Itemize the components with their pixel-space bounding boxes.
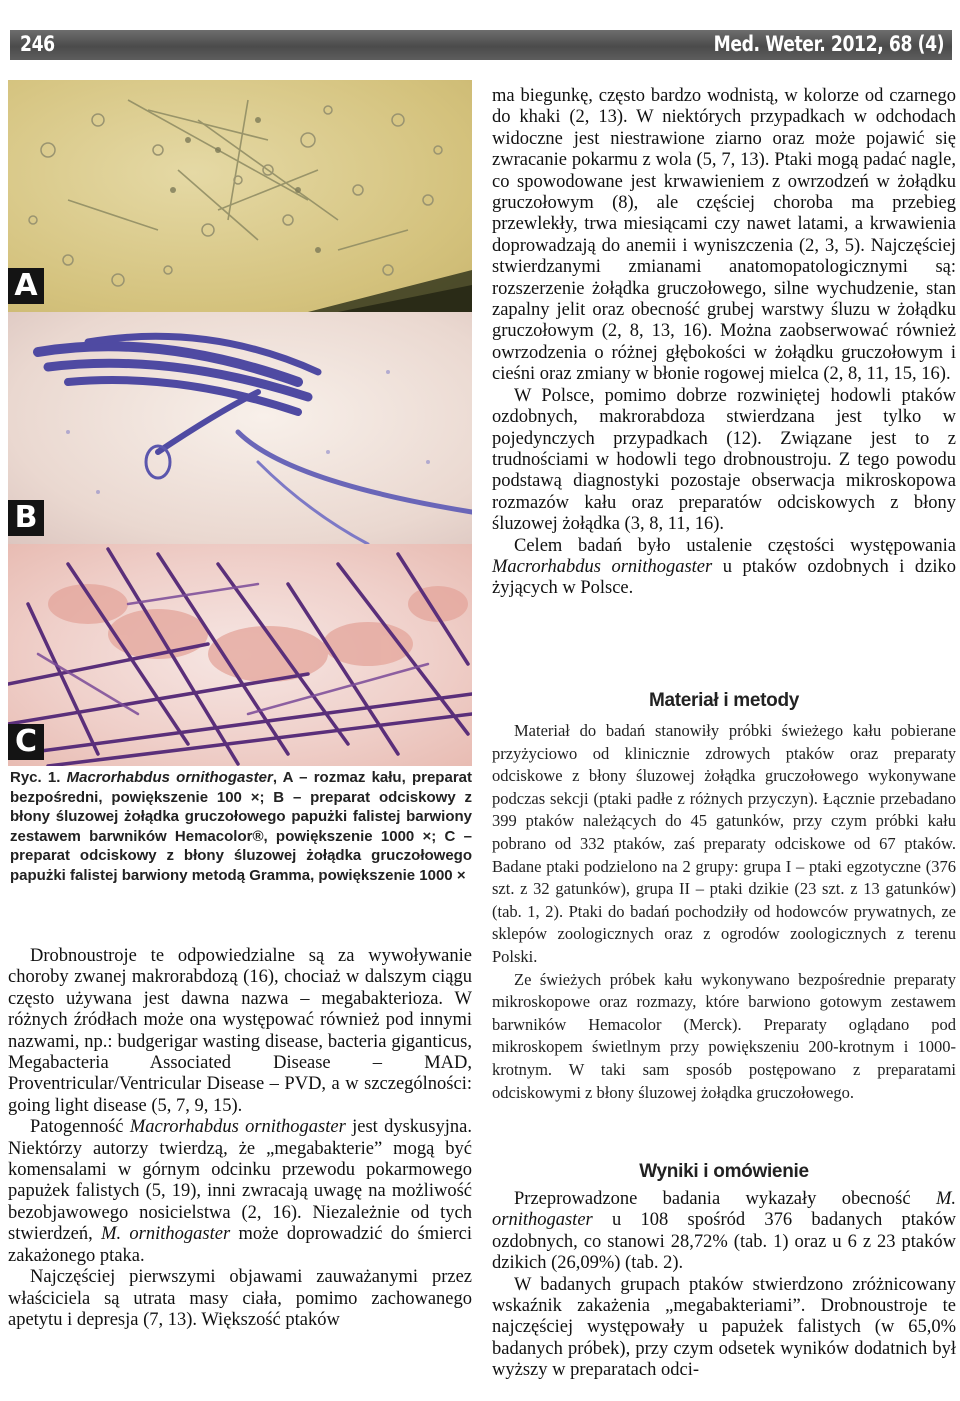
micrograph-panel-c	[8, 544, 472, 766]
paragraph: Najczęściej pierwszymi objawami zauważanymi przez właściciela są utrata masy ciała, pomimo zachowanego apetytu i depresja (7, 13). Większość ptaków	[8, 1267, 472, 1330]
results-text	[492, 1189, 956, 1382]
micrograph-figure	[8, 80, 472, 766]
panel-label-c: C	[8, 724, 44, 760]
panel-label-b: B	[8, 500, 44, 536]
paragraph: Materiał do badań stanowiły próbki świeżego kału pobierane przyżyciowo od klinicznie zdrowych ptaków oraz preparaty odciskowe z błony śluzowej żołądka gruczołowego wykonywane podczas sekcji (ptaki padłe z różnych przyczyn). Łącznie przebadano 399 ptaków należących do 45 gatunków, przy czym próbki kału pobrano od 332 ptaków, zaś preparaty odciskowe od 67 ptaków. Badane ptaki podzielono na 2 grupy: grupa I – ptaki egzotyczne (376 szt. z 32 gatunków), grupa II – ptaki dzikie (23 szt. z 13 gatunków) (tab. 1, 2). Ptaki do badań pochodziły od hodowców prywatnych, ze sklepów zoologicznych oraz z ogrodów zoologicznych z terenu Polski.	[492, 721, 956, 966]
paragraph: Celem badań było ustalenie częstości występowania Macrorhabdus ornithogaster u ptaków ozdobnych i dziko żyjących w Polsce.	[492, 535, 956, 599]
paragraph: Drobnoustroje te odpowiedzialne są za wywoływanie choroby zwanej makrorabdozą (16), chociaż w dalszym ciągu często używana jest dawna nazwa – megabakterioza. W różnych źródłach może ona występować również pod innymi nazwami, np.: budgerigar wasting disease, bacteria giganticus, Megabacteria Associated Disease – MAD, Proventricular/Ventricular Disease – PVD, a w szczególności: going light disease (5, 7, 9, 15).	[8, 946, 472, 1116]
micrograph-panel-a	[8, 80, 472, 312]
journal-citation: Med. Weter. 2012, 68 (4)	[713, 32, 944, 56]
page-header	[10, 30, 952, 60]
page-number: 246	[20, 32, 55, 56]
panel-c-image	[8, 544, 472, 766]
panel-label-a: A	[8, 268, 44, 304]
caption-text: , A – rozmaz kału, preparat bezpośredni, powiększenie 100 ×; B – preparat odciskowy z błony śluzowej żołądka gruczołowego papużki falistej barwiony zestawem barwników Hemacolor®, powiększenie 1000 ×; C – preparat odciskowy z błony śluzowej żołądka gruczołowego papużki falistej barwiony metodą Gramma, powiększenie 1000 ×	[10, 769, 472, 884]
section-heading-results: Wyniki i omówienie	[639, 1161, 809, 1182]
paragraph: Przeprowadzone badania wykazały obecność M. ornithogaster u 108 spośród 376 badanych ptaków ozdobnych, co stanowi 28,72% (tab. 1) oraz u 6 z 23 ptaków dzikich (26,09%) (tab. 2).	[492, 1189, 956, 1274]
left-column-text	[8, 946, 472, 1331]
paragraph: ma biegunkę, często bardzo wodnistą, w kolorze od czarnego do khaki (2, 13). W niektórych przypadkach w odchodach widoczne jest niestrawione ziarno oraz może pojawić się zwracanie pokarmu z wola (5, 7, 13). Ptaki mogą padać nagle, co spowodowane jest krwawieniem z owrzodzeń w żołądku gruczołowym (8), ale częściej choroba ma przebieg przewlekły, trwa miesiącami czy nawet latami, a krwawienia doprowadzają do anemii i wyniszczenia (2, 3, 5). Najczęściej stwierdzanymi zmianami anatomopatologicznymi są: rozszerzenie żołądka gruczołowego, silne wychudzenie, stan zapalny jelit oraz obecność grubej warstwy śluzu w żołądku gruczołowym (2, 8, 13, 16). Można zaobserwować również owrzodzenia o różnej głębokości w żołądku gruczołowym i cieśni oraz zmiany w błonie rogowej mielca (2, 8, 11, 15, 16).	[492, 86, 956, 385]
caption-prefix: Ryc. 1.	[10, 769, 67, 786]
paragraph: Patogenność Macrorhabdus ornithogaster jest dyskusyjna. Niektórzy autorzy twierdzą, że „megabakterie” mogą być komensalami w górnym odcinku przewodu pokarmowego papużek falistych (5, 19), inni zwracają uwagę na możliwość bezobjawowego nosicielstwa (2, 16). Niezależnie od tych stwierdzeń, M. ornithogaster może doprowadzić do śmierci zakażonego ptaka.	[8, 1117, 473, 1266]
methods-text	[492, 720, 956, 1104]
micrograph-panel-b	[8, 312, 472, 544]
paragraph: W badanych grupach ptaków stwierdzono zróżnicowany wskaźnik zakażenia „megabakteriami”. Drobnoustroje te najczęściej występowały u papużek falistych (w 65,0% badanych próbek), przy czym odsetek wyników dodatnich był wyższy w preparatach odci-	[492, 1274, 956, 1381]
panel-b-image	[8, 312, 472, 544]
section-heading-methods: Materiał i metody	[648, 690, 800, 711]
panel-a-image	[8, 80, 472, 312]
figure-caption	[10, 768, 472, 886]
paragraph: Ze świeżych próbek kału wykonywano bezpośrednie preparaty mikroskopowe oraz rozmazy, które barwiono gotowym zestawem barwników Hemacolor (Merck). Preparaty oglądano pod mikroskopem świetlnym przy powiększeniu 200-krotnym i 1000-krotnym. W taki sam sposób postępowano z preparatami odciskowymi z błony śluzowej żołądka gruczołowego.	[492, 969, 956, 1102]
caption-species: Macrorhabdus ornithogaster	[66, 769, 273, 786]
paragraph: W Polsce, pomimo dobrze rozwiniętej hodowli ptaków ozdobnych, makrorabdoza stwierdzana jest tylko w pojedynczych przypadkach (12). Związane jest to z trudnościami w hodowli tego drobnoustroju. Z tego powodu podstawą diagnostyki pozostaje obserwacja mikroskopowa rozmazów kału oraz preparatów odciskowych z błony śluzowej żołądka (3, 8, 11, 16).	[492, 385, 956, 535]
right-column-text	[492, 86, 956, 600]
